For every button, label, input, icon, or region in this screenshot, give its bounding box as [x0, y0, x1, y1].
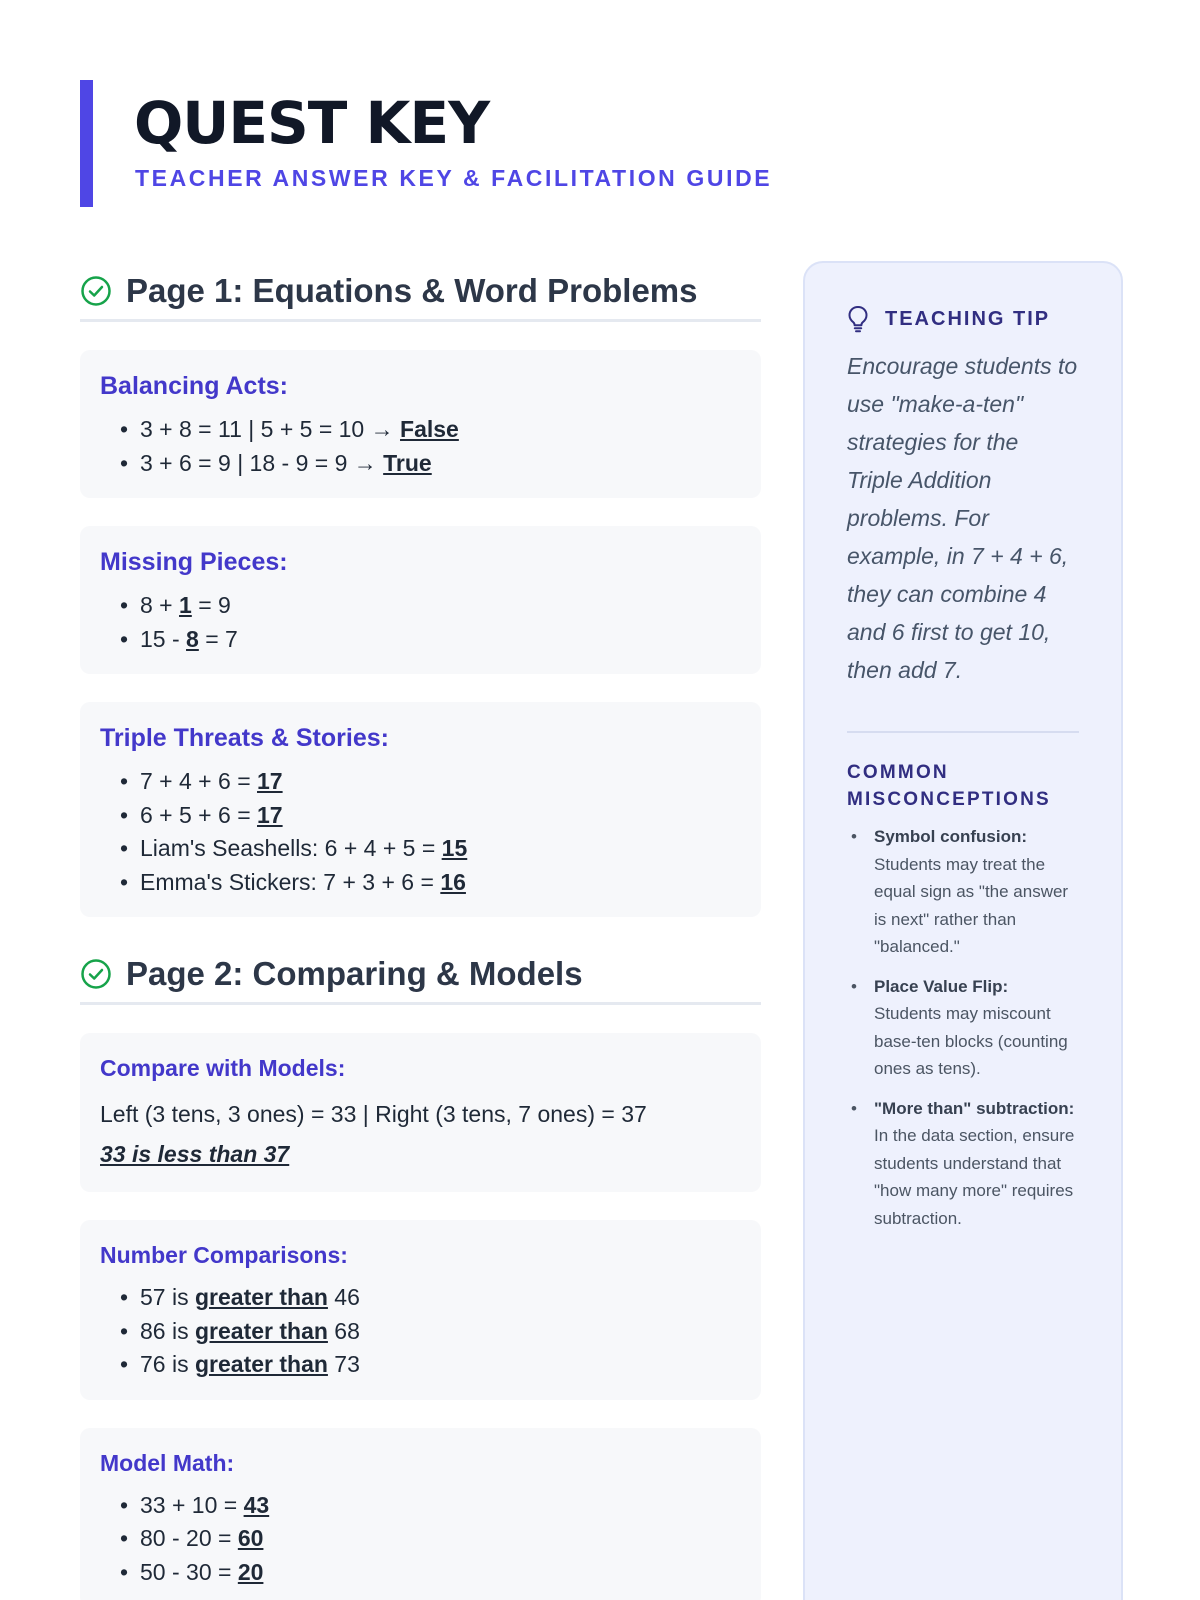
teaching-tip-heading: [847, 301, 1079, 337]
comparison-text: 76 is: [140, 1351, 195, 1377]
model-values: Left (3 tens, 3 ones) = 33 | Right (3 tens, 7 ones) = 37: [100, 1101, 647, 1127]
misconception-term: Place Value Flip:: [874, 976, 1009, 996]
list-item: [120, 589, 741, 623]
lightbulb-icon: [847, 305, 869, 333]
section-page-1-heading: [80, 262, 761, 322]
card-balancing-acts: [80, 350, 761, 498]
comparison-text: 57 is: [140, 1284, 195, 1310]
answer-key-main: [80, 262, 761, 1600]
equation-text: = 9: [191, 592, 231, 618]
equation-text: = 7: [198, 625, 238, 652]
comparison-text: 86 is: [140, 1317, 195, 1344]
answer: 17: [257, 801, 283, 828]
list-item: [120, 413, 741, 447]
answer: 43: [243, 1491, 270, 1518]
list-item: [120, 1522, 741, 1556]
list-item: [120, 1315, 741, 1349]
comparison-text: 46: [327, 1284, 360, 1310]
answer-list: [100, 413, 741, 480]
card-triple-threats: [80, 702, 761, 917]
list-item: [120, 1556, 741, 1590]
equation-text: 3 + 8 = 11 | 5 + 5 = 10 →: [140, 416, 401, 442]
check-circle-icon: [80, 958, 112, 990]
misconception-text: Students may miscount base-ten blocks (counting ones as tens).: [874, 1004, 1068, 1078]
card-model-math: [80, 1428, 761, 1600]
equation-text: 33 + 10 =: [140, 1491, 244, 1518]
answer-list: [100, 1489, 741, 1590]
equation-text: 6 + 5 + 6 =: [140, 801, 258, 828]
list-item: [120, 1489, 741, 1523]
answer-list: [100, 1281, 741, 1382]
page-subtitle: TEACHER ANSWER KEY & FACILITATION GUIDE: [135, 165, 773, 191]
answer: 15: [441, 835, 468, 861]
list-item: [120, 832, 741, 866]
card-title: Balancing Acts:: [100, 372, 289, 400]
equation-text: 8 +: [140, 592, 180, 618]
comparison-text: 73: [327, 1351, 360, 1377]
answer: 16: [440, 868, 466, 895]
answer: 20: [237, 1558, 264, 1585]
list-item: [847, 823, 1079, 961]
equation-text: Emma's Stickers: 7 + 3 + 6 =: [140, 868, 441, 895]
list-item: [120, 623, 741, 657]
answer: 1: [179, 592, 192, 618]
misconception-term: Symbol confusion:: [874, 827, 1027, 846]
list-item: [120, 799, 741, 833]
teaching-tip-text: Encourage students to use "make-a-ten" strategies for the Triple Addition problems. For example, in 7 + 4 + 6, they can combine 4 and 6 first to get 10, then add 7.: [847, 353, 1078, 683]
list-item: [847, 1095, 1079, 1233]
misconception-text: In the data section, ensure students understand that "how many more" requires subtraction.: [874, 1126, 1075, 1228]
list-item: [847, 973, 1079, 1083]
comparison-conclusion: 33 is less than 37: [100, 1141, 290, 1167]
section-title: Page 1: Equations & Word Problems: [126, 271, 698, 309]
card-missing-pieces: [80, 526, 761, 674]
comparison-text: 68: [327, 1317, 360, 1344]
equation-text: 3 + 6 = 9 | 18 - 9 = 9 →: [140, 449, 384, 476]
misconceptions-heading: COMMON MISCONCEPTIONS: [847, 762, 1051, 810]
card-title: Model Math:: [100, 1449, 235, 1476]
misconceptions-list: [847, 823, 1079, 1232]
answer-list: [100, 589, 741, 656]
section-title: Page 2: Comparing & Models: [126, 954, 583, 992]
list-item: [120, 866, 741, 900]
answer: True: [383, 449, 432, 476]
check-circle-icon: [80, 275, 112, 307]
answer: 8: [186, 625, 199, 652]
card-title: Missing Pieces:: [100, 548, 288, 576]
header-accent-bar: [80, 80, 93, 207]
equation-text: 7 + 4 + 6 =: [140, 768, 258, 794]
list-item: [120, 765, 741, 799]
answer-list: [100, 765, 741, 899]
page-title: QUEST KEY: [134, 89, 490, 157]
card-title: Triple Threats & Stories:: [100, 724, 389, 752]
answer: greater than: [194, 1351, 328, 1377]
list-item: [120, 447, 741, 481]
answer: 17: [257, 768, 283, 794]
misconception-text: Students may treat the equal sign as "the answer is next" rather than "balanced.": [874, 854, 1069, 956]
sidebar-teaching-notes: [803, 261, 1123, 1600]
equation-text: 15 -: [140, 625, 187, 652]
card-title: Compare with Models:: [100, 1055, 346, 1081]
answer: 60: [237, 1525, 264, 1551]
equation-text: 80 - 20 =: [140, 1525, 238, 1551]
teaching-tip-label: TEACHING TIP: [885, 307, 1051, 330]
section-page-2-heading: [80, 945, 761, 1005]
sidebar-divider: [847, 731, 1079, 733]
list-item: [120, 1348, 741, 1382]
card-compare-models: [80, 1033, 761, 1192]
equation-text: Liam's Seashells: 6 + 4 + 5 =: [140, 835, 442, 861]
card-number-comparisons: [80, 1220, 761, 1400]
card-title: Number Comparisons:: [100, 1242, 348, 1268]
answer: greater than: [194, 1284, 328, 1310]
equation-text: 50 - 30 =: [140, 1558, 238, 1585]
answer: greater than: [194, 1317, 328, 1344]
misconception-term: "More than" subtraction:: [874, 1098, 1075, 1118]
list-item: [120, 1281, 741, 1315]
answer: False: [400, 416, 459, 442]
